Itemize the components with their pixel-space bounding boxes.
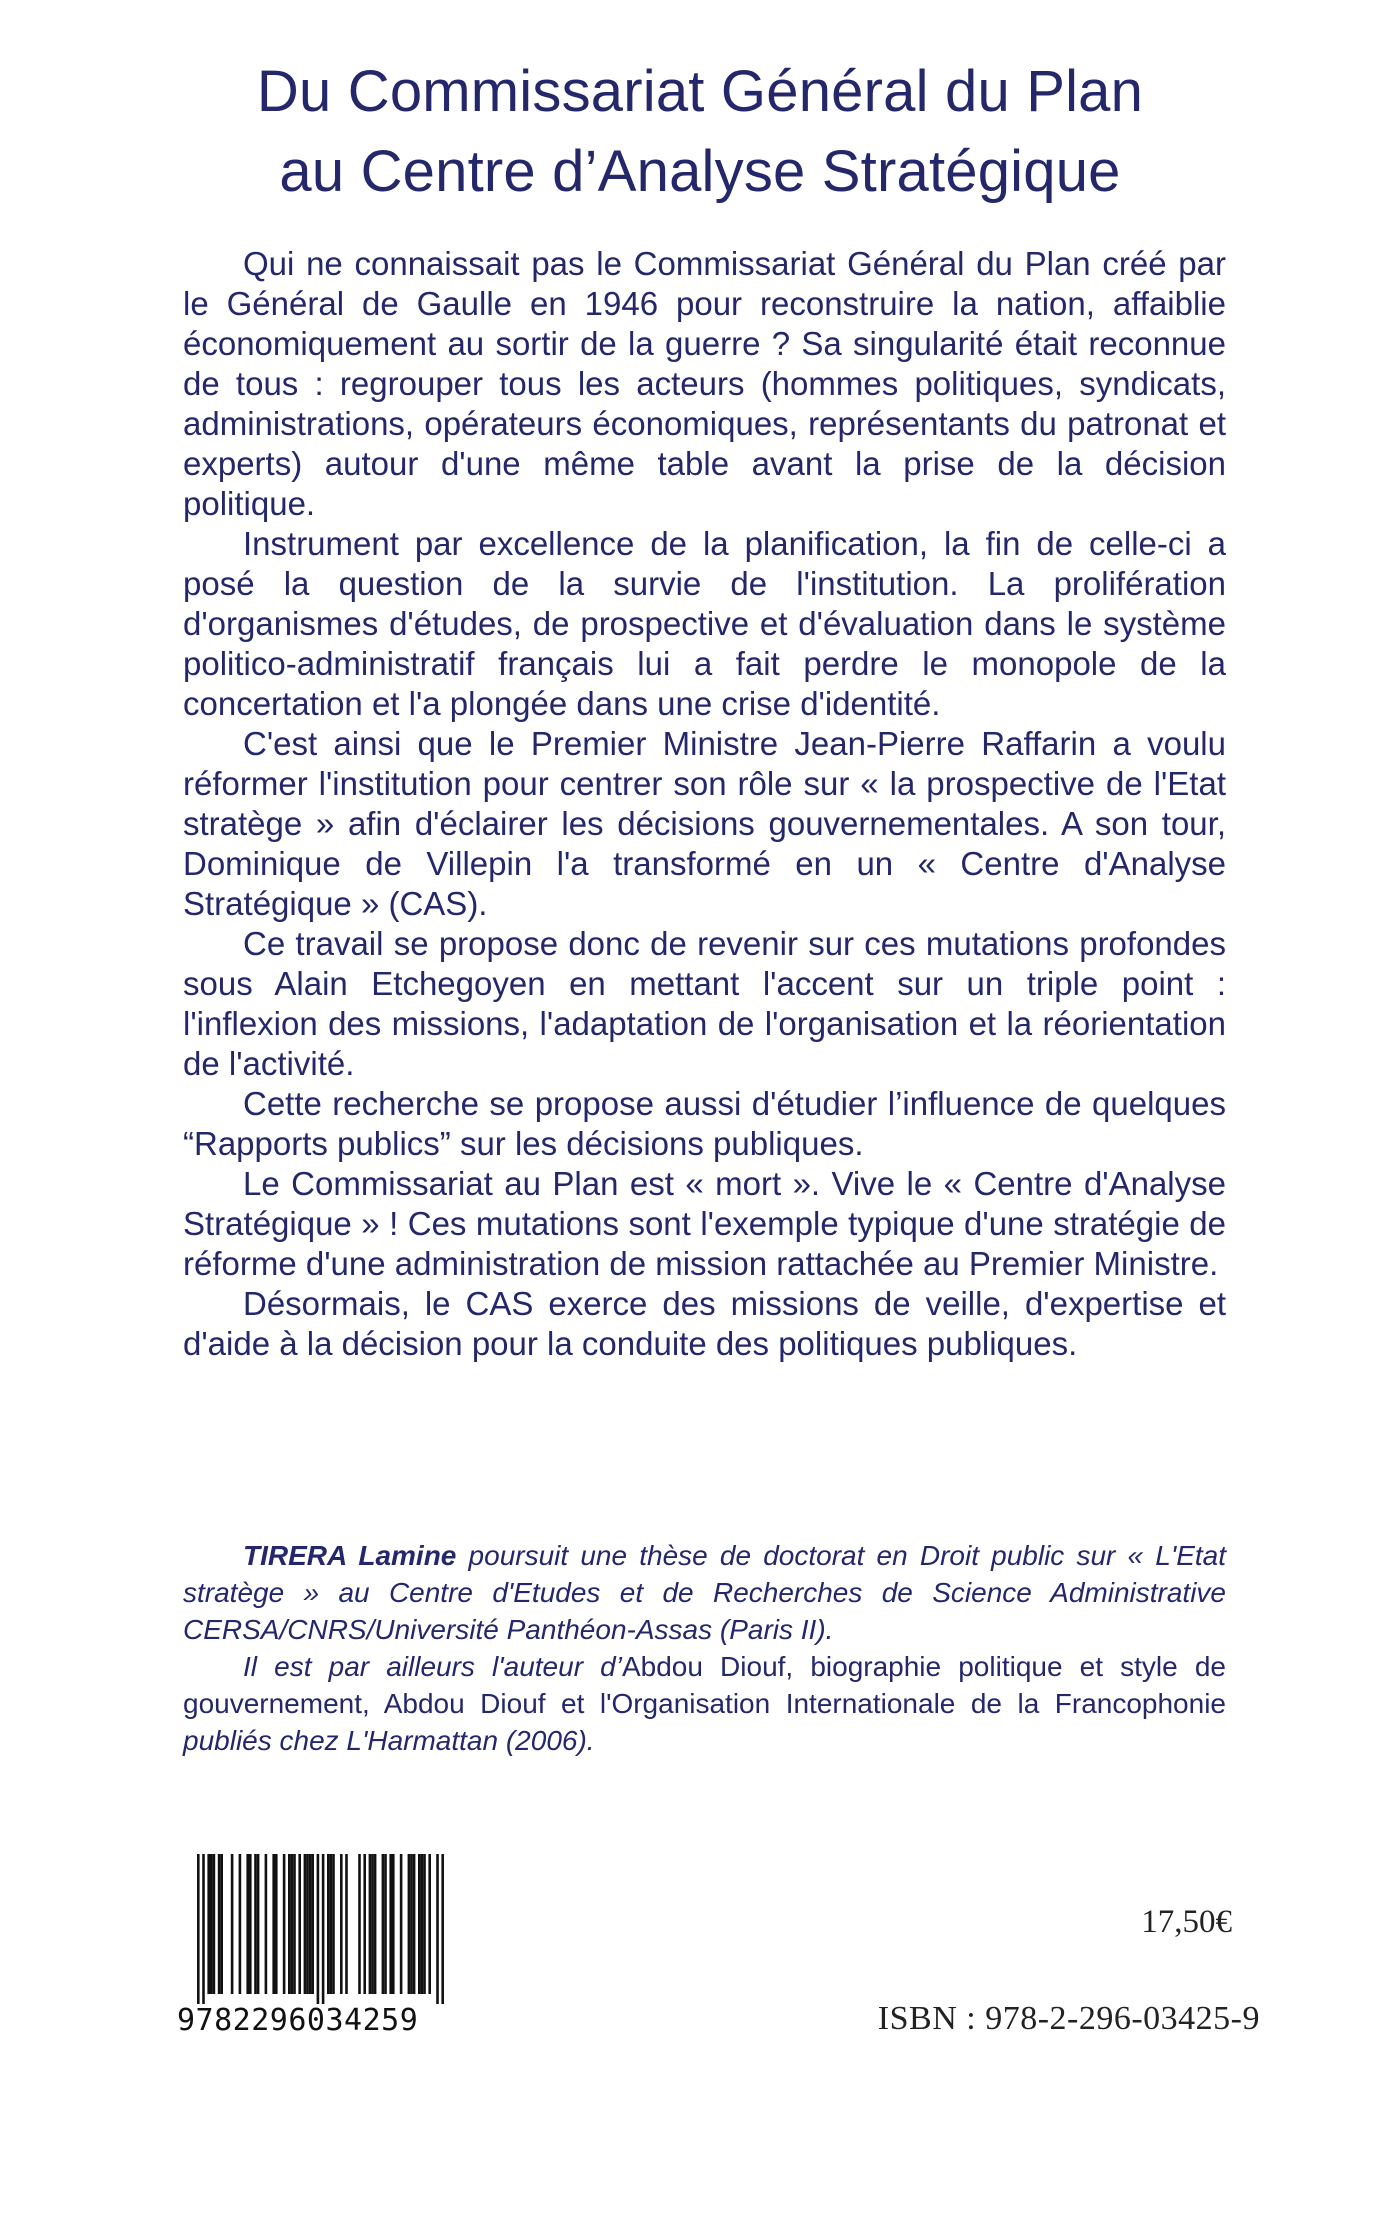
summary-paragraph: Désormais, le CAS exerce des missions de veille, d'expertise et d'aide à la décision pour la conduite des politiques publiques. — [183, 1285, 1226, 1362]
isbn: ISBN : 978-2-296-03425-9 — [877, 2000, 1260, 2037]
barcode-bar — [410, 1854, 413, 1994]
barcode-bar — [249, 1854, 252, 1994]
barcode-bar — [423, 1854, 426, 1994]
barcode-bar — [239, 1854, 242, 1994]
barcode-bar — [392, 1854, 395, 1994]
barcode-bar — [304, 1854, 307, 1994]
barcode-bar — [330, 1854, 333, 1994]
barcode-bar — [317, 1854, 320, 2004]
barcode-bar — [428, 1854, 431, 1994]
bio-text: poursuit une thèse de doctorat en Droit public sur « L'Etat stratège » au Centre d'Etudes et de Recherches de Science Administrative CERSA/CNRS/Université Panthéon-Assas (Paris II). — [183, 1540, 1227, 1645]
barcode-bar — [371, 1854, 374, 1994]
price: 17,50€ — [1141, 1904, 1232, 1940]
barcode-bar — [218, 1854, 221, 1994]
barcode-bar — [246, 1854, 249, 1994]
barcode-bar — [418, 1854, 421, 1994]
barcode-bar — [207, 1854, 210, 1994]
barcode-bar — [265, 1854, 268, 1994]
barcode-bar — [220, 1854, 223, 1994]
barcode-bar — [363, 1854, 366, 1994]
barcode-bar — [389, 1854, 392, 1994]
bio-paragraph-1 — [183, 1537, 1226, 1648]
bio-book-titles: Abdou Diouf, biographie politique et style de gouvernement, Abdou Diouf et l'Organisation Internationale de la Francophonie — [183, 1651, 1227, 1719]
barcode-bar — [408, 1854, 411, 1994]
barcode-bar — [309, 1854, 312, 1994]
barcode-bar — [283, 1854, 286, 1994]
barcode-bars — [177, 1854, 467, 2004]
summary-paragraph: Cette recherche se propose aussi d'étudier l’influence de quelques “Rapports publics” sur les décisions publiques. — [183, 1085, 1226, 1162]
summary-paragraph: C'est ainsi que le Premier Ministre Jean-Pierre Raffarin a voulu réformer l'institution pour centrer son rôle sur « la prospective de l'Etat stratège » afin d'éclairer les décisions gouvernementales. A son tour, Dominique de Villepin l'a transformé en un « Centre d'Analyse Stratégique » (CAS). — [183, 725, 1226, 922]
barcode-digits: 9782296034259 — [177, 2003, 419, 2038]
barcode-bar — [291, 1854, 294, 1994]
barcode — [177, 1854, 467, 2038]
barcode-bar — [322, 1854, 325, 2004]
author-bio — [183, 1537, 1226, 1759]
barcode-bar — [384, 1854, 387, 1994]
barcode-bar — [306, 1854, 309, 1994]
barcode-bar — [413, 1854, 416, 1994]
barcode-bar — [298, 1854, 301, 1994]
barcode-bar — [441, 1854, 444, 2004]
summary-paragraph: Instrument par excellence de la planification, la fin de celle-ci a posé la question de la survie de l'institution. La prolifération d'organismes d'études, de prospective et d'évaluation dans le système politico-administratif français lui a fait perdre le monopole de la concertation et l'a plongée dans une crise d'identité. — [183, 525, 1226, 722]
barcode-bar — [421, 1854, 424, 1994]
barcode-bar — [345, 1854, 348, 1994]
barcode-bar — [231, 1854, 234, 1994]
title-line-1: Du Commissariat Général du Plan — [256, 59, 1144, 124]
barcode-bar — [358, 1854, 361, 1994]
barcode-bar — [311, 1854, 314, 1994]
summary-paragraph: Ce travail se propose donc de revenir sur ces mutations profondes sous Alain Etchegoyen en mettant l'accent sur un triple point : l'inflexion des missions, l'adaptation de l'organisation et la réorientation de l'activité. — [183, 925, 1226, 1082]
barcode-bar — [202, 1854, 205, 2004]
summary-text — [183, 244, 1226, 1364]
barcode-bar — [210, 1854, 213, 1994]
barcode-bar — [400, 1854, 403, 1994]
barcode-bar — [257, 1854, 260, 1994]
bio-paragraph-2 — [183, 1648, 1226, 1759]
bio-intro: Il est par ailleurs l'auteur d’ — [243, 1651, 622, 1682]
barcode-bar — [275, 1854, 278, 1994]
barcode-bar — [254, 1854, 257, 1994]
barcode-bar — [374, 1854, 377, 1994]
barcode-bar — [382, 1854, 385, 1994]
barcode-bar — [272, 1854, 275, 1994]
bio-publisher: publiés chez L'Harmattan (2006). — [183, 1725, 595, 1756]
barcode-bar — [436, 1854, 439, 2004]
barcode-bar — [288, 1854, 291, 1994]
summary-paragraph: Qui ne connaissait pas le Commissariat Général du Plan créé par le Général de Gaulle en 1946 pour reconstruire la nation, affaiblie économiquement au sortir de la guerre ? Sa singularité était reconnue de tous : regrouper tous les acteurs (hommes politiques, syndicats, administrations, opérateurs économiques, représentants du patronat et experts) autour d'une même table avant la prise de la décision politique. — [183, 245, 1226, 522]
summary-paragraph: Le Commissariat au Plan est « mort ». Vive le « Centre d'Analyse Stratégique » ! Ces mutations sont l'exemple typique d'une stratégie de réforme d'une administration de mission rattachée au Premier Ministre. — [183, 1165, 1226, 1282]
book-title — [0, 52, 1400, 212]
title-line-2: au Centre d’Analyse Stratégique — [279, 139, 1121, 204]
barcode-bar — [327, 1854, 330, 1994]
barcode-bar — [340, 1854, 343, 1994]
barcode-bar — [213, 1854, 216, 1994]
barcode-bar — [197, 1854, 200, 2004]
author-name: TIRERA Lamine — [243, 1540, 457, 1571]
barcode-bar — [369, 1854, 372, 1994]
barcode-bar — [332, 1854, 335, 1994]
barcode-bar — [293, 1854, 296, 1994]
